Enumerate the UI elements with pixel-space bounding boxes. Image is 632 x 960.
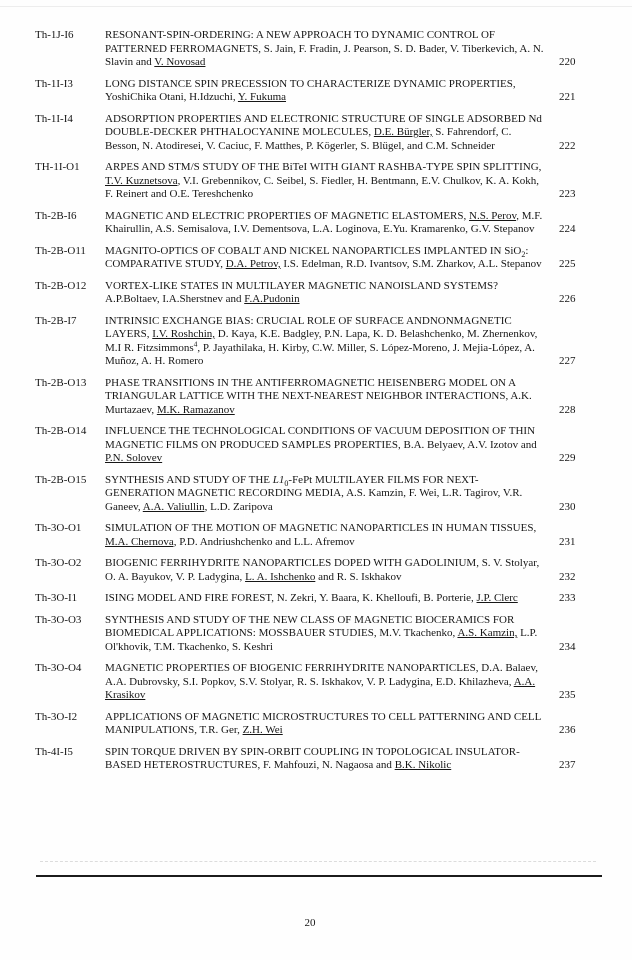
plain-text: LONG DISTANCE SPIN PRECESSION TO CHARACTERIZE DYNAMIC PROPERTIES, YoshiChika Otani, H.Idzuchi,: [105, 77, 516, 103]
toc-entry: [35, 245, 600, 272]
emphasized-text: J.P. Clerc: [476, 592, 518, 604]
top-divider: [0, 6, 632, 7]
entry-title-authors: [105, 245, 547, 272]
emphasized-text: A.A. Krasikov: [105, 675, 536, 701]
plain-text: MAGNETIC AND ELECTRIC PROPERTIES OF MAGNETIC ELASTOMERS,: [105, 209, 469, 222]
entry-page-number: 220: [559, 56, 576, 68]
page-number: 20: [304, 917, 316, 929]
entry-title-authors: [105, 78, 547, 105]
plain-text: M.F. Khairullin, A.S. Semisalova, I.V. Dementsova, L.A. Loginova, E.Yu. Kramarenko, G.V. Stepanov: [105, 209, 543, 235]
emphasized-text: A.A. Valiullin,: [142, 500, 208, 513]
plain-text: APPLICATIONS OF MAGNETIC MICROSTRUCTURES TO CELL PATTERNING AND CELL MANIPULATIONS, T.R. Ger,: [105, 710, 541, 736]
emphasized-text: B.K. Nikolic: [394, 759, 452, 771]
toc-entry: [35, 280, 600, 307]
plain-text: ADSORPTION PROPERTIES AND ELECTRONIC STRUCTURE OF SINGLE ADSORBED Nd DOUBLE-DECKER PHTHALOCYANINE MOLECULES,: [105, 112, 542, 138]
emphasized-text: D.A. Petrov,: [225, 258, 281, 270]
session-code: Th-2B-O14: [35, 425, 87, 437]
plain-text: SPIN TORQUE DRIVEN BY SPIN-ORBIT COUPLING IN TOPOLOGICAL INSULATOR-BASED HETEROSTRUCTURES, F. Mahfouzi, N. Nagaosa and: [105, 745, 520, 771]
session-code: Th-1J-I6: [35, 29, 74, 41]
emphasized-text: V. Novosad: [154, 56, 206, 68]
plain-text: MAGNETIC PROPERTIES OF BIOGENIC FERRIHYDRITE NANOPARTICLES, D.A. Balaev, A.A. Dubrovsky, S.I. Popkov, S.V. Stolyar, R. S. Iskhakov, V. P. Ladygina, E.D. Khilazheva,: [105, 662, 538, 688]
toc-entry: [35, 746, 600, 773]
emphasized-text: L. A. Ishchenko: [245, 570, 316, 583]
plain-text: INFLUENCE THE TECHNOLOGICAL CONDITIONS OF VACUUM DEPOSITION OF THIN MAGNETIC FILMS ON PRODUCED SAMPLES PROPERTIES, B.A. Belyaev, A.V. Izotov and: [105, 425, 537, 451]
emphasized-text: N.S. Perov,: [469, 209, 520, 222]
entry-page-number: 235: [559, 689, 576, 701]
session-code: Th-2B-O13: [35, 376, 87, 389]
emphasized-text: M.A. Chernova,: [105, 535, 177, 548]
entry-title-authors: [105, 210, 547, 237]
plain-text: SIMULATION OF THE MOTION OF MAGNETIC NANOPARTICLES IN HUMAN TISSUES,: [105, 522, 537, 534]
entry-page-number: 228: [559, 403, 576, 416]
scan-artifact-dashes: [40, 861, 596, 862]
session-code: Th-3O-O1: [35, 522, 82, 534]
plain-text: S. Fahrendorf, C. Besson, N. Atodiresei, V. Caciuc, F. Matthes, P. Kögerler, S. Blügel, and C.M. Schneider: [105, 126, 512, 152]
session-code: TH-1I-O1: [35, 161, 80, 173]
plain-text: and R. S. Iskhakov: [315, 570, 402, 583]
entry-title-authors: [105, 592, 547, 606]
plain-text: L.D. Zaripova: [207, 500, 273, 513]
emphasized-text: D.E. Bürgler,: [373, 126, 433, 138]
toc-entry: [35, 78, 600, 105]
plain-text: SYNTHESIS AND STUDY OF THE: [105, 473, 273, 486]
entry-page-number: 227: [559, 355, 576, 367]
toc-entry: [35, 522, 600, 549]
plain-text: P.D. Andriushchenko and L.L. Afremov: [176, 535, 355, 548]
session-code: Th-3O-O3: [35, 613, 82, 626]
entry-title-authors: [105, 280, 547, 307]
session-code: Th-4I-I5: [35, 745, 73, 758]
plain-text: I.S. Edelman, R.D. Ivantsov, S.M. Zharkov, A.L. Stepanov: [280, 258, 542, 270]
session-code: Th-1I-I4: [35, 112, 73, 125]
entry-title-authors: [105, 662, 547, 703]
toc-entry: [35, 592, 600, 606]
toc-entry: [35, 113, 600, 154]
entry-title-authors: [105, 29, 547, 70]
entry-page-number: 234: [559, 640, 576, 653]
entry-title-authors: [105, 315, 547, 369]
emphasized-text: Y. Fukuma: [237, 91, 287, 103]
entry-page-number: 230: [559, 500, 576, 513]
emphasized-text: I.V. Roshchin,: [152, 328, 216, 340]
session-code: Th-2B-O15: [35, 473, 87, 486]
session-code: Th-3O-I2: [35, 710, 78, 723]
entry-page-number: 221: [559, 91, 576, 103]
footer-divider: [36, 875, 602, 877]
toc-entry-list: [35, 29, 600, 773]
emphasized-text: 4: [193, 338, 198, 348]
entry-title-authors: [105, 711, 547, 738]
plain-text: V.I. Grebennikov, C. Seibel, S. Fiedler, H. Bentmann, E.V. Chulkov, K. A. Kokh, F. Reinert and O.E. Tereshchenko: [105, 174, 540, 200]
toc-entry: [35, 614, 600, 655]
emphasized-text: M.K. Ramazanov: [156, 403, 235, 416]
entry-title-authors: [105, 425, 547, 466]
entry-title-authors: [105, 746, 547, 773]
entry-title-authors: [105, 113, 547, 154]
toc-entry: [35, 711, 600, 738]
entry-page-number: 223: [559, 188, 576, 200]
emphasized-text: T.V. Kuznetsova,: [105, 174, 181, 187]
emphasized-text: Z.H. Wei: [242, 724, 283, 736]
emphasized-text: A.S. Kamzin,: [457, 627, 518, 639]
session-code: Th-2B-I6: [35, 209, 77, 222]
toc-entry: [35, 474, 600, 515]
toc-entry: [35, 377, 600, 418]
entry-page-number: 226: [559, 293, 576, 305]
session-code: Th-3O-I1: [35, 592, 78, 604]
session-code: Th-3O-O4: [35, 662, 82, 674]
entry-title-authors: [105, 474, 547, 515]
plain-text: ISING MODEL AND FIRE FOREST, N. Zekri, Y. Baara, K. Khelloufi, B. Porterie,: [105, 592, 477, 604]
entry-page-number: 231: [559, 535, 576, 548]
emphasized-text: 2: [521, 249, 526, 259]
toc-entry: [35, 210, 600, 237]
plain-text: VORTEX-LIKE STATES IN MULTILAYER MAGNETIC NANOISLAND SYSTEMS? A.P.Boltaev, I.A.Sherstnev and: [105, 279, 499, 305]
plain-text: SYNTHESIS AND STUDY OF THE NEW CLASS OF MAGNETIC BIOCERAMICS FOR BIOMEDICAL APPLICATIONS: MOSSBAUER STUDIES, M.V. Tkachenko,: [105, 613, 515, 639]
session-code: Th-2B-O11: [35, 244, 86, 257]
entry-page-number: 222: [559, 139, 576, 152]
plain-text: BIOGENIC FERRIHYDRITE NANOPARTICLES DOPED WITH GADOLINIUM, S. V. Stolyar, O. A. Bayukov, V. P. Ladygina,: [105, 557, 540, 583]
plain-text: D. Kaya, K.E. Badgley, P.N. Lapa, K. D. Belashchenko, M. Zhernenkov, M.I R. Fitzsimmons: [105, 328, 538, 354]
entry-page-number: 224: [559, 223, 576, 235]
entry-title-authors: [105, 522, 547, 549]
toc-entry: [35, 161, 600, 202]
emphasized-text: L1: [272, 473, 285, 486]
plain-text: INTRINSIC EXCHANGE BIAS: CRUCIAL ROLE OF SURFACE ANDNONMAGNETIC LAYERS,: [105, 314, 512, 340]
entry-title-authors: [105, 377, 547, 418]
emphasized-text: 0: [284, 478, 289, 488]
plain-text: L.P. Ol'khovik, T.M. Tkachenko, S. Keshri: [105, 627, 538, 653]
plain-text: MAGNITO-OPTICS OF COBALT AND NICKEL NANOPARTICLES IMPLANTED IN SiO: [105, 244, 522, 257]
entry-page-number: 237: [559, 759, 576, 771]
plain-text: -FePt MULTILAYER FILMS FOR NEXT-GENERATION MAGNETIC RECORDING MEDIA, A.S. Kamzin, F. Wei, L.R. Tagirov, V.R. Ganeev,: [105, 473, 523, 513]
plain-text: : COMPARATIVE STUDY,: [105, 244, 529, 270]
toc-entry: [35, 425, 600, 466]
entry-page-number: 233: [559, 592, 576, 604]
plain-text: RESONANT-SPIN-ORDERING: A NEW APPROACH TO DYNAMIC CONTROL OF PATTERNED FERROMAGNETS, S. Jain, F. Fradin, J. Pearson, S. D. Bader, V. Tiberkevich, A. N. Slavin and: [105, 29, 544, 68]
session-code: Th-1I-I3: [35, 77, 73, 90]
entry-title-authors: [105, 161, 547, 202]
toc-entry: [35, 315, 600, 369]
emphasized-text: F.A.Pudonin: [244, 293, 300, 305]
entry-page-number: 232: [559, 570, 576, 583]
entry-page-number: 229: [559, 452, 576, 464]
toc-entry: [35, 29, 600, 70]
emphasized-text: P.N. Solovev: [105, 452, 163, 464]
toc-entry: [35, 662, 600, 703]
plain-text: PHASE TRANSITIONS IN THE ANTIFERROMAGNETIC HEISENBERG MODEL ON A TRIANGULAR LATTICE WITH THE NEXT-NEAREST NEIGHBOR INTERACTIONS, A.K. Murtazaev,: [105, 376, 532, 416]
plain-text: , P. Jayathilaka, H. Kirby, C.W. Miller, S. López-Moreno, J. Mejia-López, A. Muñoz, A. H. Romero: [105, 341, 535, 367]
session-code: Th-3O-O2: [35, 557, 82, 569]
entry-title-authors: [105, 557, 547, 584]
entry-title-authors: [105, 614, 547, 655]
plain-text: ARPES AND STM/S STUDY OF THE BiTeI WITH GIANT RASHBA-TYPE SPIN SPLITTING,: [105, 161, 542, 173]
entry-page-number: 225: [559, 258, 576, 270]
toc-entry: [35, 557, 600, 584]
session-code: Th-2B-O12: [35, 279, 87, 292]
entry-page-number: 236: [559, 724, 576, 736]
session-code: Th-2B-I7: [35, 314, 77, 327]
